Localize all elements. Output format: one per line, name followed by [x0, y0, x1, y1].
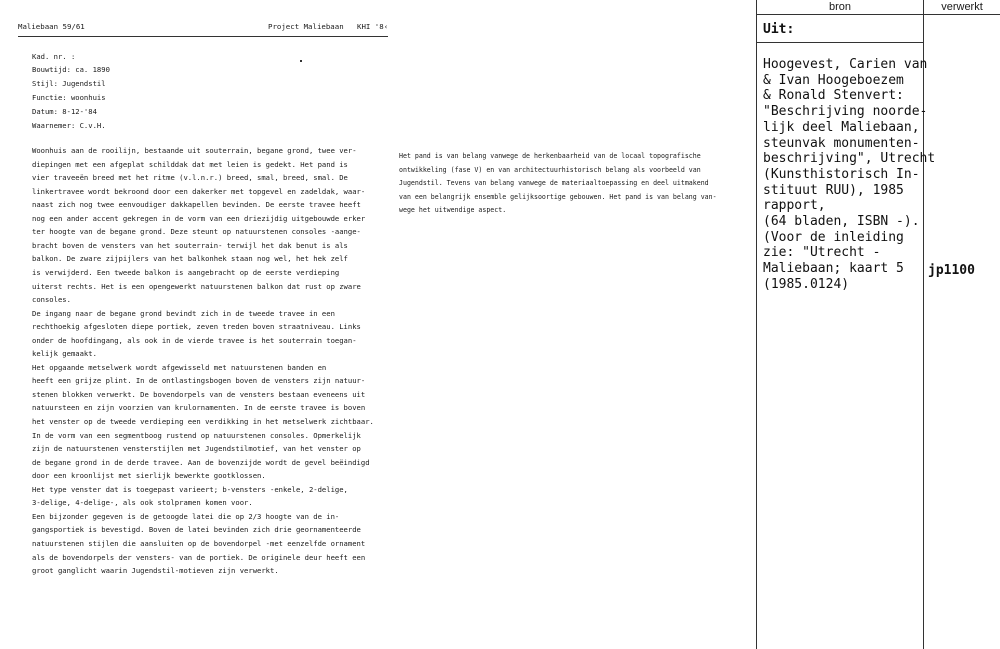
description-line: rechthoekig afgesloten diepe portiek, zeven treden boven straatniveau. Links [32, 322, 361, 332]
source-separator-rule [756, 42, 924, 43]
description-line: consoles. [32, 295, 71, 305]
source-citation-line: lijk deel Maliebaan, [763, 119, 920, 135]
source-citation-line: & Ronald Stenvert: [763, 88, 904, 104]
description-line: In de vorm van een segmentboog rustend op natuurstenen consoles. Opmerkelijk [32, 430, 361, 440]
card-header-rule [18, 36, 388, 37]
source-citation-line: steunvak monumenten- [763, 135, 920, 151]
column-header-rule [756, 14, 1000, 15]
source-citation-line: (1985.0124) [763, 276, 850, 292]
assessment-line: Het pand is van belang vanwege de herkenbaarheid van de locaal topografische [399, 152, 701, 160]
card-project: Project Maliebaan [268, 22, 344, 31]
description-line: nog een ander accent gekregen in de vorm van een driezijdig uitgebouwde erker [32, 213, 366, 223]
description-line: Een bijzonder gegeven is de getoogde latei die op 2/3 hoogte van de in- [32, 511, 340, 521]
description-line: bracht boven de vensters van het souterrain- terwijl het dak benut is als [32, 240, 348, 250]
source-uit-label: Uit: [763, 22, 795, 37]
source-citation-line: Maliebaan; kaart 5 [763, 261, 904, 277]
source-citation-line: (64 bladen, ISBN -). [763, 214, 920, 229]
description-line: natuursteen en zijn voorzien van krulornamenten. In de eerste travee is boven [32, 403, 366, 413]
meta-datum: Datum: 8-12-'84 [32, 107, 97, 116]
description-line: Het type venster dat is toegepast varieert; b-vensters -enkele, 2-delige, [32, 484, 348, 494]
meta-bouwtijd: Bouwtijd: ca. 1890 [32, 65, 110, 74]
description-line: stenen blokken verwerkt. De bovendorpels van de vensters bestaan eveneens uit [32, 389, 366, 399]
description-line: onder de hoofdingang, als ook in de vierde travee is het souterrain toegan- [32, 335, 357, 345]
description-line: kelijk gemaakt. [32, 349, 97, 359]
assessment-line: wege het uitwendige aspect. [399, 206, 507, 215]
source-citation-line: (Kunsthistorisch In- [763, 166, 920, 182]
verwerkt-column-left-border [923, 0, 924, 649]
description-line: heeft een grijze plint. In de ontlastingsbogen boven de vensters zijn natuur- [32, 376, 366, 386]
description-line: het venster op de tweede verdieping een verdikking in het metselwerk zichtbaar. [32, 417, 374, 426]
source-citation-line: rapport, [763, 198, 826, 214]
meta-stijl: Stijl: Jugendstil [32, 79, 106, 88]
description-line: balkon. De zware zijpijlers van het balkonhek staan nog wel, het hek zelf [32, 254, 348, 264]
bron-column-header: bron [828, 1, 852, 13]
description-line: gangsportiek is bevestigd. Boven de latei bevinden zich drie geornamenteerde [32, 525, 361, 535]
description-line: ter hoogte van de begane grond. Deze steunt op natuurstenen consoles -aange- [32, 227, 361, 237]
source-citation-line: & Ivan Hoogeboezem [763, 72, 904, 88]
description-line: is verwijderd. Een tweede balkon is aangebracht op de eerste verdieping [32, 267, 340, 277]
source-citation-line: stituut RUU), 1985 [763, 182, 904, 198]
source-citation-line: beschrijving", Utrecht [763, 151, 936, 167]
stray-dot [300, 60, 302, 62]
verwerkt-column-header: verwerkt [941, 1, 983, 13]
card-code: KHI '8‹ [357, 22, 389, 31]
description-line: 3-delige, 4-delige-, als ook stolpramen komen voor. [32, 498, 253, 508]
description-line: vier traveeën breed met het ritme (v.l.n.r.) breed, smal, breed, smal. De [32, 173, 348, 183]
verwerkt-reference: jp1100 [928, 263, 975, 278]
description-line: groot ganglicht waarin Jugendstil-motieven zijn verwerkt. [32, 566, 279, 576]
description-line: zijn de natuurstenen vensterstijlen met Jugendstilmotief, van het venster op [32, 444, 361, 454]
source-citation-line: Hoogevest, Carien van [763, 57, 928, 72]
description-line: Woonhuis aan de rooilijn, bestaande uit souterrain, begane grond, twee ver- [32, 146, 357, 155]
description-line: De ingang naar de begane grond bevindt zich in de tweede travee in een [32, 308, 335, 318]
bron-column-left-border [756, 0, 757, 649]
description-line: als de bovendorpels der vensters- van de portiek. De originele deur heeft een [32, 552, 366, 562]
source-citation-line: "Beschrijving noorde- [763, 104, 928, 120]
assessment-line: ontwikkeling (fase V) en van architectuurhistorisch belang als voorbeeld van [399, 165, 701, 174]
description-line: diepingen met een afgeplat schilddak dat met leien is gedekt. Het pand is [32, 159, 348, 169]
source-citation-line: (Voor de inleiding [763, 229, 904, 245]
meta-kadaster: Kad. nr. : [32, 52, 76, 61]
description-line: Het opgaande metselwerk wordt afgewisseld met natuurstenen banden en [32, 362, 327, 372]
assessment-line: Jugendstil. Tevens van belang vanwege de materiaaltoepassing en deel uitmakend [399, 179, 709, 188]
card-address: Maliebaan 59/61 [18, 22, 85, 31]
assessment-line: van een belangrijk ensemble gelijksoortige gebouwen. Het pand is van belang van- [399, 192, 717, 201]
meta-functie: Functie: woonhuis [32, 93, 106, 102]
description-line: natuurstenen stijlen die aansluiten op de bovendorpel -met eenzelfde ornament [32, 538, 366, 548]
description-line: linkertravee wordt bekroond door een dakerker met topgevel en zadeldak, waar- [32, 186, 366, 196]
description-line: door een kroonlijst met sierlijk bewerkte gootklossen. [32, 471, 266, 481]
description-line: de begane grond in de derde travee. Aan de bovenzijde wordt de gevel beëindigd [32, 457, 370, 467]
meta-waarnemer: Waarnemer: C.v.H. [32, 121, 106, 130]
description-line: uiterst rechts. Het is een opengewerkt natuurstenen balkon dat rust op zware [32, 281, 361, 291]
source-citation-line: zie: "Utrecht - [763, 245, 881, 261]
description-line: naast zich nog twee eenvoudiger dakkapellen bevinden. De eerste travee heeft [32, 200, 361, 210]
